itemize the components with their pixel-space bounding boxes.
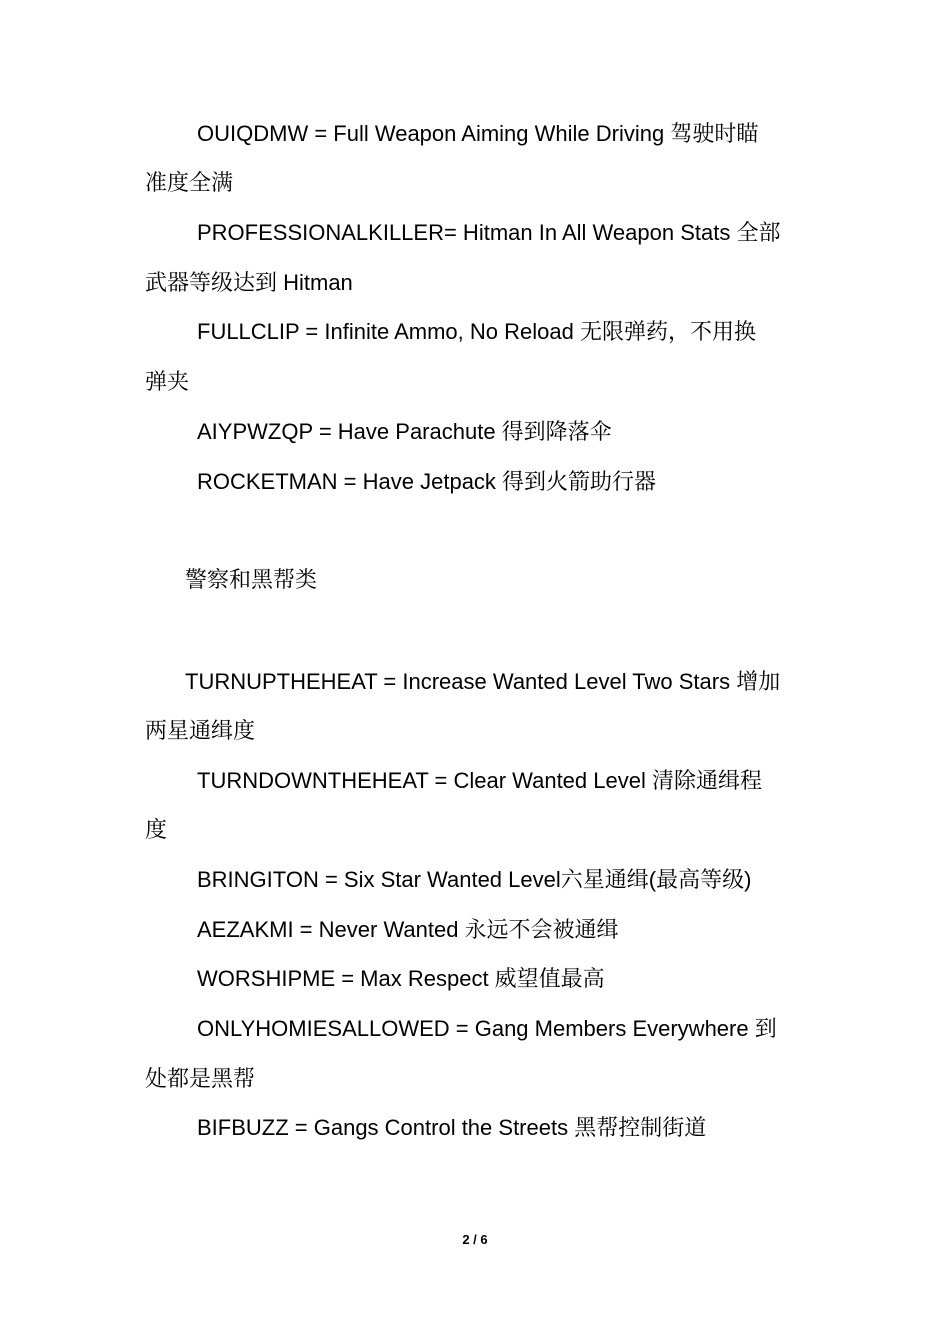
section-heading: 警察和黑帮类 (185, 567, 318, 592)
text-line: 准度全满 (145, 170, 234, 195)
text-line: 度 (145, 817, 168, 842)
text-line: 武器等级达到 Hitman (145, 270, 353, 295)
text-line: WORSHIPME = Max Respect 威望值最高 (197, 966, 605, 991)
page-number: 2 / 6 (462, 1232, 488, 1247)
text-line: OUIQDMW = Full Weapon Aiming While Driving 驾驶时瞄 (197, 121, 759, 146)
text-line: TURNUPTHEHEAT = Increase Wanted Level Two Stars 增加 (185, 669, 781, 694)
text-line: TURNDOWNTHEHEAT = Clear Wanted Level 清除通缉程 (197, 768, 762, 793)
text-line: ROCKETMAN = Have Jetpack 得到火箭助行器 (197, 469, 657, 494)
text-line: PROFESSIONALKILLER= Hitman In All Weapon Stats 全部 (197, 220, 781, 245)
text-line: 处都是黑帮 (145, 1066, 256, 1091)
text-line: ONLYHOMIESALLOWED = Gang Members Everywhere 到 (197, 1016, 777, 1041)
text-line: FULLCLIP = Infinite Ammo, No Reload 无限弹药，不用换 (197, 319, 756, 344)
text-line: 两星通缉度 (145, 718, 256, 743)
text-line: BRINGITON = Six Star Wanted Level六星通缉(最高等级) (197, 867, 752, 892)
text-line: AIYPWZQP = Have Parachute 得到降落伞 (197, 419, 612, 444)
text-line: AEZAKMI = Never Wanted 永远不会被通缉 (197, 917, 619, 942)
text-line: BIFBUZZ = Gangs Control the Streets 黑帮控制街道 (197, 1115, 707, 1140)
text-line: 弹夹 (145, 369, 190, 394)
